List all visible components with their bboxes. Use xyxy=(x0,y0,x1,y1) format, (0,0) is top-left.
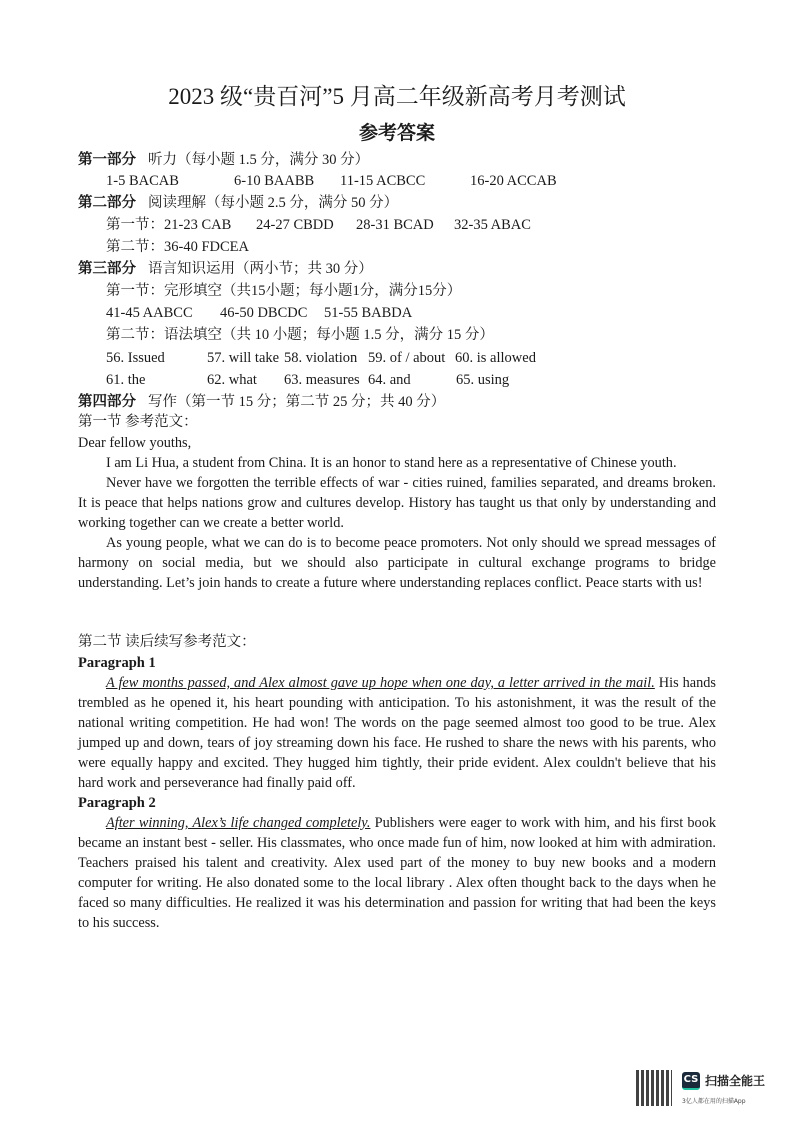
part1-heading: 第一部分 xyxy=(78,152,136,168)
camscanner-logo: CS xyxy=(682,1072,700,1090)
paragraph1-lead: A few months passed, and Alex almost gave up hope when one day, a letter arrived in the mail. xyxy=(106,675,655,691)
grammar-answer: 58. violation xyxy=(284,350,358,366)
part3-section1-title: 第一节：完形填空（共15小题；每小题1分，满分15分） xyxy=(106,283,462,299)
document-subtitle: 参考答案 xyxy=(358,123,435,144)
part4-section1-title: 第一节 参考范文： xyxy=(78,414,198,430)
part3-section2-title: 第二节：语法填空（共 10 小题；每小题 1.5 分，满分 15 分） xyxy=(106,327,494,343)
letter-salutation: Dear fellow youths, xyxy=(78,435,192,451)
part3-desc: 语言知识运用（两小节；共 30 分） xyxy=(148,261,373,277)
section-label: 第二节： xyxy=(106,239,164,255)
letter-paragraph: As young people, what we can do is to become peace promoters. Not only should we spread messages of harmony on social media, but we should also participate in cultural exchange programs to bridge understanding. Let’s join hands to create a future where understanding replaces conflict. Peace starts with us! xyxy=(78,535,716,591)
grammar-answers-row1 xyxy=(106,348,536,368)
watermark-app-name: 扫描全能王 xyxy=(705,1074,766,1088)
part3-heading: 第三部分 xyxy=(78,261,136,277)
letter-paragraph: Never have we forgotten the terrible effects of war - cities ruined, families separated, and dreams broken. It is peace that helps nations grow and cultures develop. History has taught us that only by understanding and working together can we create a better world. xyxy=(78,475,716,531)
answer-group: 41-45 AABCC xyxy=(106,305,193,321)
part4-desc: 写作（第一节 15 分；第二节 25 分；共 40 分） xyxy=(148,394,446,410)
part1-heading-line xyxy=(78,150,369,170)
part2-section2 xyxy=(106,237,249,257)
grammar-answer: 59. of / about xyxy=(368,350,446,366)
grammar-answer: 64. and xyxy=(368,372,411,388)
part1-desc: 听力（每小题 1.5 分，满分 30 分） xyxy=(148,152,370,168)
grammar-answers-row2 xyxy=(106,370,509,390)
answer-group: 24-27 CBDD xyxy=(256,217,334,233)
grammar-answer: 62. what xyxy=(207,372,257,388)
answer-group: 1-5 BACAB xyxy=(106,173,179,189)
paragraph2-body: Publishers were eager to work with him, and his first book became an instant best - seller. His classmates, who once made fun of him, now looked at him with admiration. Teachers praised his talent and creativity. Alex used part of the money to buy new books and a modern computer for writing. He also donated some to the local library . Alex often thought back to the days when he faced so many difficulties. He realized it was his determination and passion for writing that had been the keys to his success. xyxy=(78,815,716,931)
continuation-writing xyxy=(78,653,716,933)
part1-answers xyxy=(106,171,557,191)
paragraph2-lead: After winning, Alex’s life changed completely. xyxy=(106,815,371,831)
paragraph1-label: Paragraph 1 xyxy=(78,655,156,671)
answer-group: 21-23 CAB xyxy=(164,217,232,233)
answer-group: 28-31 BCAD xyxy=(356,217,434,233)
answer-group: 36-40 FDCEA xyxy=(164,239,249,255)
grammar-answer: 57. will take xyxy=(207,350,280,366)
paragraph1-text xyxy=(78,673,716,793)
grammar-answer: 56. Issued xyxy=(106,350,165,366)
part4-heading-line xyxy=(78,392,445,412)
answer-group: 11-15 ACBCC xyxy=(340,173,426,189)
part3-heading-line xyxy=(78,259,373,279)
answer-group: 51-55 BABDA xyxy=(324,305,413,321)
paragraph1-body: His hands trembled as he opened it, his heart pounding with anticipation. To his astonishment, it was the result of the national writing competition. He had won! The words on the page seemed almost too good to be true. Alex jumped up and down, tears of joy streaming down his face. He rushed to share the news with his parents, who were equally happy and excited. They hugged him tightly, their pride evident. Alex couldn't believe that his hard work and perseverance had finally paid off. xyxy=(78,675,716,791)
part2-heading: 第二部分 xyxy=(78,195,136,211)
part2-heading-line xyxy=(78,193,398,213)
document-title: 2023 级“贵百河”5 月高二年级新高考月考测试 xyxy=(168,84,626,109)
grammar-answer: 61. the xyxy=(106,372,146,388)
grammar-answer: 63. measures xyxy=(284,372,360,388)
sample-letter xyxy=(78,433,716,593)
paragraph2-label: Paragraph 2 xyxy=(78,795,156,811)
paragraph2-text xyxy=(78,813,716,933)
answer-group: 32-35 ABAC xyxy=(454,217,531,233)
part4-heading: 第四部分 xyxy=(78,394,136,410)
part2-desc: 阅读理解（每小题 2.5 分，满分 50 分） xyxy=(148,195,399,211)
answer-group: 6-10 BAABB xyxy=(234,173,315,189)
part4-section2-title: 第二节 读后续写参考范文： xyxy=(78,634,256,650)
answer-group: 16-20 ACCAB xyxy=(470,173,557,189)
part2-section1 xyxy=(106,215,531,235)
part3-section1-answers xyxy=(106,303,412,323)
grammar-answer: 60. is allowed xyxy=(455,350,536,366)
answer-group: 46-50 DBCDC xyxy=(220,305,308,321)
section-label: 第一节： xyxy=(106,217,164,233)
watermark-tagline: 3亿人都在用的扫描App xyxy=(682,1098,746,1105)
letter-paragraph: I am Li Hua, a student from China. It is an honor to stand here as a representative of Chinese youth. xyxy=(106,455,677,471)
grammar-answer: 65. using xyxy=(456,372,510,388)
qr-code-icon xyxy=(636,1070,672,1106)
